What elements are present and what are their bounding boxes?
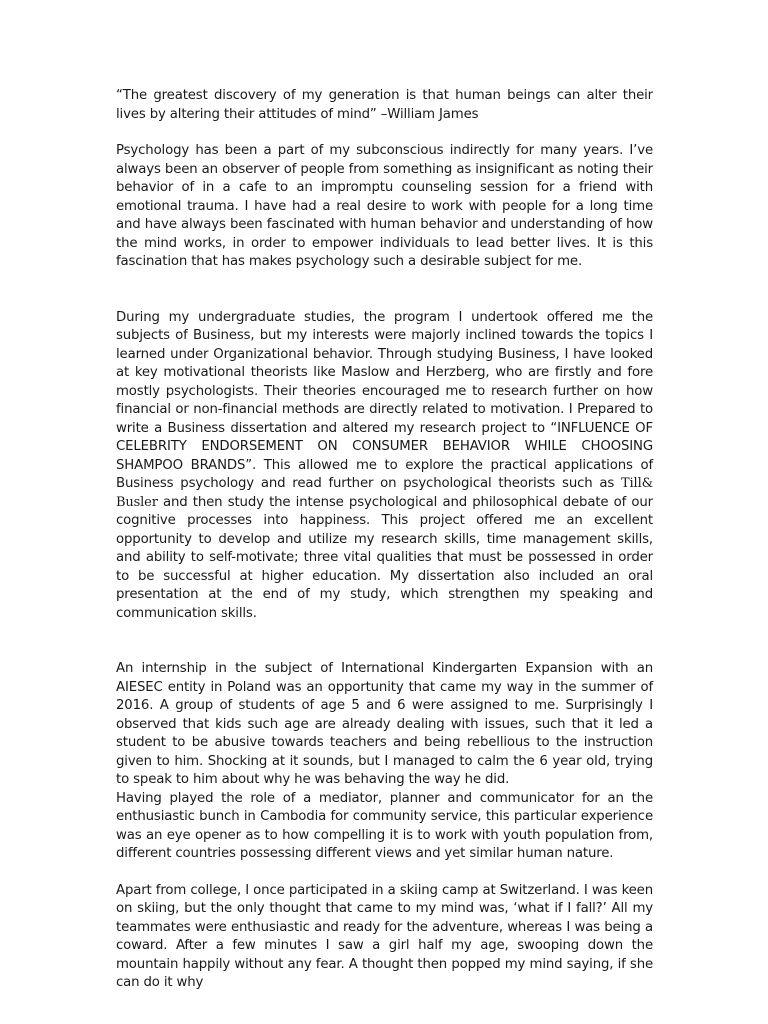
paragraph-spacer [116,864,653,882]
paragraph-undergraduate-studies [116,309,653,624]
paragraph-psychology-interest: Psychology has been a part of my subconscious indirectly for many years. I’ve always been an observer of people from something as insignificant as noting their behavior of in a cafe to an impromptu counseling session for a friend with emotional trauma. I have had a real desire to work with people for a long time and have always been fascinated with human behavior and understanding of how the mind works, in order to empower individuals to lead better lives. It is this fascination that has makes psychology such a desirable subject for me. [116,143,653,269]
paragraph-undergraduate-text-a: During my undergraduate studies, the program I undertook offered me the subjects of Business, but my interests were majorly inclined towards the topics I learned under Organizational behavior. Through studying Business, I have looked at key motivational theorists like Maslow and Herzberg, who are firstly and fore mostly psychologists. Their theories encouraged me to research further on how financial or non-financial methods are directly related to motivation. I Prepared to write a Business dissertation and altered my research project to “INFLUENCE OF CELEBRITY ENDORSEMENT ON CONSUMER BEHAVIOR WHILE CHOOSING SHAMPOO BRANDS”. This allowed me to explore the practical applications of Business psychology and read further on psychological theorists such as [116,309,653,491]
paragraph-undergraduate-text-b: and then study the intense psychological and philosophical debate of our cognitive processes into happiness. This project offered me an excellent opportunity to develop and utilize my research skills, time management skills, and ability to self-motivate; three vital qualities that must be possessed in order to be successful at higher education. My dissertation also included an oral presentation at the end of my study, which strengthen my speaking and communication skills. [116,494,653,621]
paragraph-skiing: Apart from college, I once participated in a skiing camp at Switzerland. I was keen on skiing, but the only thought that came to my mind was, ‘what if I fall?’ All my teammates were enthusiastic and ready for the adventure, whereas I was being a coward. After a few minutes I saw a girl half my age, swooping down the mountain happily without any fear. A thought then popped my mind saying, if she can do it why [116,882,653,990]
paragraph-cambodia: Having played the role of a mediator, planner and communicator for an the enthusiastic bunch in Cambodia for community service, this particular experience was an eye opener as to how compelling it is to work with youth population from, different countries possessing different views and yet similar human nature. [116,790,653,861]
paragraph-spacer [116,124,653,142]
paragraph-spacer [116,623,653,660]
opening-quote: “The greatest discovery of my generation is that human beings can alter their lives by altering their attitudes of mind” –William James [116,88,653,122]
paragraph-internship: An internship in the subject of International Kindergarten Expansion with an AIESEC entity in Poland was an opportunity that came my way in the summer of 2016. A group of students of age 5 and 6 were assigned to me. Surprisingly I observed that kids such age are already dealing with issues, such that it led a student to be abusive towards teachers and being rebellious to the instruction given to him. Shocking at it sounds, but I managed to calm the 6 year old, trying to speak to him about why he was behaving the way he did. [116,661,653,787]
paragraph-spacer [116,272,653,309]
theorist-names: Till& Busler [116,476,653,510]
document-page [116,87,653,993]
